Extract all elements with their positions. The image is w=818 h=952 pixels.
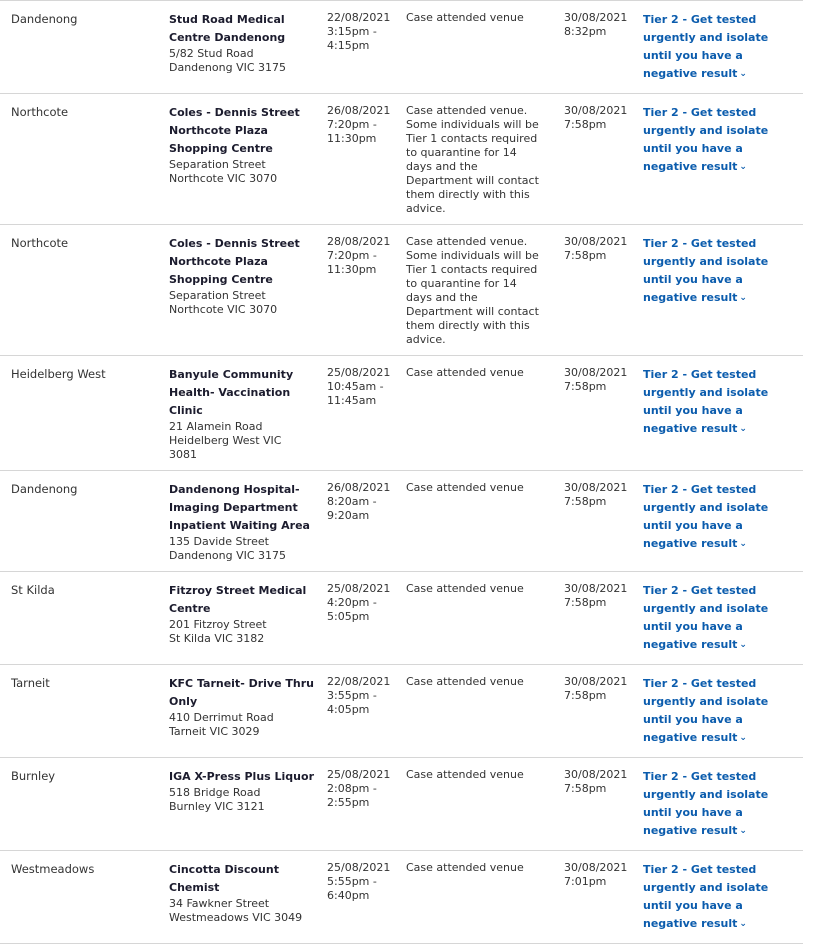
table-row (0, 758, 803, 851)
exposure-date-cell (327, 366, 406, 470)
date-line: 25/08/2021 (327, 582, 391, 595)
site-address-line: Separation Street (169, 289, 266, 302)
advice-line[interactable]: negative result (643, 731, 738, 744)
date-line: 2:55pm (327, 796, 370, 809)
exposure-date-cell (327, 768, 406, 850)
site-cell (169, 675, 327, 757)
site-address-line: 201 Fitzroy Street (169, 618, 267, 631)
site-name-line: Clinic (169, 404, 203, 417)
notes-line: Case attended venue. (406, 104, 528, 117)
advice-line[interactable]: Tier 2 - Get tested (643, 106, 757, 119)
chevron-down-icon[interactable]: ⌄ (739, 919, 747, 929)
advice-line[interactable]: Tier 2 - Get tested (643, 677, 757, 690)
advice-line[interactable]: until you have a (643, 404, 743, 417)
added-line: 30/08/2021 (564, 104, 628, 117)
site-cell (169, 861, 327, 943)
chevron-down-icon[interactable]: ⌄ (739, 733, 747, 743)
notes-cell (406, 768, 564, 850)
site-cell (169, 366, 327, 470)
date-line: 2:08pm - (327, 782, 377, 795)
health-advice-link[interactable] (643, 11, 803, 93)
notes-line: Some individuals will be (406, 118, 539, 131)
suburb-cell: Dandenong (11, 12, 78, 26)
advice-line[interactable]: until you have a (643, 49, 743, 62)
advice-line[interactable]: until you have a (643, 899, 743, 912)
health-advice-link[interactable] (643, 675, 803, 757)
advice-line[interactable]: Tier 2 - Get tested (643, 13, 757, 26)
notes-line: Case attended venue (406, 861, 524, 874)
added-line: 30/08/2021 (564, 235, 628, 248)
added-date-cell (564, 235, 643, 355)
site-name-line: Northcote Plaza (169, 124, 268, 137)
health-advice-link[interactable] (643, 481, 803, 571)
date-line: 7:20pm - (327, 118, 377, 131)
site-address-line: 21 Alamein Road (169, 420, 263, 433)
date-line: 25/08/2021 (327, 366, 391, 379)
health-advice-link[interactable] (643, 366, 803, 470)
advice-line[interactable]: urgently and isolate (643, 788, 769, 801)
site-name-line: Cincotta Discount (169, 863, 279, 876)
advice-line[interactable]: negative result (643, 824, 738, 837)
health-advice-link[interactable] (643, 768, 803, 850)
site-address-line: Tarneit VIC 3029 (169, 725, 260, 738)
added-date-cell (564, 768, 643, 850)
notes-line: Case attended venue (406, 481, 524, 494)
exposure-date-cell (327, 235, 406, 355)
site-address-line: 5/82 Stud Road (169, 47, 254, 60)
date-line: 9:20am (327, 509, 370, 522)
date-line: 4:20pm - (327, 596, 377, 609)
site-name-line: Dandenong Hospital- (169, 483, 300, 496)
advice-line[interactable]: negative result (643, 537, 738, 550)
table-row (0, 572, 803, 665)
table-row (0, 356, 803, 471)
advice-line-last[interactable] (643, 289, 803, 308)
suburb-cell: Burnley (11, 769, 56, 783)
advice-line[interactable]: until you have a (643, 713, 743, 726)
added-date-cell (564, 861, 643, 943)
site-name-line: IGA X-Press Plus Liquor (169, 770, 314, 783)
added-line: 7:58pm (564, 249, 607, 262)
advice-line[interactable]: urgently and isolate (643, 501, 769, 514)
notes-line: Department will contact (406, 174, 539, 187)
site-address-line: Heidelberg West VIC (169, 434, 282, 447)
notes-line: Tier 1 contacts required (406, 263, 538, 276)
notes-line: Case attended venue (406, 768, 524, 781)
suburb-cell: Tarneit (11, 676, 50, 690)
notes-line: Case attended venue (406, 366, 524, 379)
site-name-line: Banyule Community (169, 368, 294, 381)
advice-line[interactable]: negative result (643, 638, 738, 651)
exposure-date-cell (327, 582, 406, 664)
date-line: 6:40pm (327, 889, 370, 902)
date-line: 22/08/2021 (327, 675, 391, 688)
site-name-line: Shopping Centre (169, 142, 273, 155)
suburb-cell: Heidelberg West (11, 367, 106, 381)
date-line: 8:20am - (327, 495, 377, 508)
chevron-down-icon[interactable]: ⌄ (739, 293, 747, 303)
notes-cell (406, 861, 564, 943)
added-line: 30/08/2021 (564, 768, 628, 781)
site-name-line: Only (169, 695, 198, 708)
site-name-line: Chemist (169, 881, 220, 894)
advice-line[interactable]: negative result (643, 422, 738, 435)
advice-line[interactable]: until you have a (643, 142, 743, 155)
date-line: 26/08/2021 (327, 104, 391, 117)
chevron-down-icon[interactable]: ⌄ (739, 826, 747, 836)
site-cell (169, 768, 327, 850)
date-line: 5:05pm (327, 610, 370, 623)
added-line: 30/08/2021 (564, 366, 628, 379)
site-cell (169, 235, 327, 355)
date-line: 3:55pm - (327, 689, 377, 702)
added-line: 7:58pm (564, 689, 607, 702)
date-line: 4:15pm (327, 39, 370, 52)
exposure-date-cell (327, 104, 406, 224)
exposure-date-cell (327, 481, 406, 571)
site-address-line: 34 Fawkner Street (169, 897, 270, 910)
notes-line: Case attended venue (406, 675, 524, 688)
notes-line: them directly with this (406, 319, 530, 332)
advice-line[interactable]: negative result (643, 160, 738, 173)
health-advice-link[interactable] (643, 582, 803, 664)
exposure-date-cell (327, 861, 406, 943)
site-name-line: Imaging Department (169, 501, 298, 514)
advice-line[interactable]: urgently and isolate (643, 695, 769, 708)
added-date-cell (564, 582, 643, 664)
chevron-down-icon[interactable]: ⌄ (739, 69, 747, 79)
table-row (0, 94, 803, 225)
site-address-line: Dandenong VIC 3175 (169, 549, 287, 562)
date-line: 3:15pm - (327, 25, 377, 38)
added-line: 30/08/2021 (564, 582, 628, 595)
suburb-cell: St Kilda (11, 583, 55, 597)
date-line: 5:55pm - (327, 875, 377, 888)
notes-line: Case attended venue. (406, 235, 528, 248)
advice-line[interactable]: Tier 2 - Get tested (643, 368, 757, 381)
date-line: 11:45am (327, 394, 377, 407)
advice-line[interactable]: urgently and isolate (643, 386, 769, 399)
notes-cell (406, 104, 564, 224)
advice-line-last[interactable] (643, 822, 803, 841)
advice-line[interactable]: Tier 2 - Get tested (643, 483, 757, 496)
notes-line: Tier 1 contacts required (406, 132, 538, 145)
site-name-line: Centre Dandenong (169, 31, 286, 44)
health-advice-link[interactable] (643, 235, 803, 355)
site-name-line: Fitzroy Street Medical (169, 584, 307, 597)
advice-line[interactable]: until you have a (643, 519, 743, 532)
suburb-cell: Northcote (11, 236, 69, 250)
notes-line: Case attended venue (406, 11, 524, 24)
added-line: 30/08/2021 (564, 675, 628, 688)
site-address-line: 410 Derrimut Road (169, 711, 274, 724)
date-line: 11:30pm (327, 263, 377, 276)
advice-line[interactable]: negative result (643, 917, 738, 930)
notes-line: days and the (406, 291, 478, 304)
site-name-line: Coles - Dennis Street (169, 106, 300, 119)
suburb-cell: Northcote (11, 105, 69, 119)
advice-line-last[interactable] (643, 420, 803, 439)
notes-cell (406, 675, 564, 757)
advice-line[interactable]: urgently and isolate (643, 31, 769, 44)
site-address-line: Northcote VIC 3070 (169, 303, 278, 316)
site-name-line: Shopping Centre (169, 273, 273, 286)
advice-line[interactable]: Tier 2 - Get tested (643, 584, 757, 597)
notes-line: them directly with this (406, 188, 530, 201)
health-advice-link[interactable] (643, 861, 803, 943)
site-address-line: 518 Bridge Road (169, 786, 261, 799)
advice-line[interactable]: negative result (643, 67, 738, 80)
added-line: 7:01pm (564, 875, 607, 888)
site-name-line: Coles - Dennis Street (169, 237, 300, 250)
health-advice-link[interactable] (643, 104, 803, 224)
date-line: 11:30pm (327, 132, 377, 145)
added-line: 8:32pm (564, 25, 607, 38)
site-address-line: Westmeadows VIC 3049 (169, 911, 303, 924)
advice-line-last[interactable] (643, 158, 803, 177)
exposure-date-cell (327, 675, 406, 757)
advice-line[interactable]: urgently and isolate (643, 602, 769, 615)
advice-line[interactable]: urgently and isolate (643, 124, 769, 137)
advice-line-last[interactable] (643, 65, 803, 84)
added-line: 30/08/2021 (564, 481, 628, 494)
added-line: 7:58pm (564, 782, 607, 795)
added-date-cell (564, 366, 643, 470)
notes-line: Department will contact (406, 305, 539, 318)
site-name-line: Northcote Plaza (169, 255, 268, 268)
notes-line: Some individuals will be (406, 249, 539, 262)
notes-line: Case attended venue (406, 582, 524, 595)
added-line: 7:58pm (564, 118, 607, 131)
site-address-line: 135 Davide Street (169, 535, 269, 548)
advice-line[interactable]: negative result (643, 291, 738, 304)
notes-cell (406, 11, 564, 93)
notes-cell (406, 582, 564, 664)
notes-cell (406, 366, 564, 470)
advice-line[interactable]: Tier 2 - Get tested (643, 237, 757, 250)
notes-line: to quarantine for 14 (406, 277, 517, 290)
advice-line[interactable]: Tier 2 - Get tested (643, 770, 757, 783)
chevron-down-icon[interactable]: ⌄ (739, 424, 747, 434)
chevron-down-icon[interactable]: ⌄ (739, 539, 747, 549)
chevron-down-icon[interactable]: ⌄ (739, 640, 747, 650)
site-name-line: Stud Road Medical (169, 13, 285, 26)
site-address-line: 3081 (169, 448, 197, 461)
suburb-cell: Westmeadows (11, 862, 95, 876)
site-address-line: Dandenong VIC 3175 (169, 61, 287, 74)
site-cell (169, 481, 327, 571)
table-row (0, 665, 803, 758)
advice-line-last[interactable] (643, 636, 803, 655)
site-cell (169, 11, 327, 93)
added-line: 7:58pm (564, 495, 607, 508)
notes-cell (406, 481, 564, 571)
notes-line: days and the (406, 160, 478, 173)
site-name-line: Health- Vaccination (169, 386, 291, 399)
advice-line-last[interactable] (643, 535, 803, 554)
advice-line[interactable]: until you have a (643, 273, 743, 286)
site-cell (169, 104, 327, 224)
added-line: 7:58pm (564, 596, 607, 609)
date-line: 28/08/2021 (327, 235, 391, 248)
advice-line[interactable]: until you have a (643, 806, 743, 819)
exposure-date-cell (327, 11, 406, 93)
table-row (0, 471, 803, 572)
table-row (0, 851, 803, 944)
table-row (0, 225, 803, 356)
advice-line[interactable]: Tier 2 - Get tested (643, 863, 757, 876)
notes-line: to quarantine for 14 (406, 146, 517, 159)
advice-line-last[interactable] (643, 729, 803, 748)
date-line: 22/08/2021 (327, 11, 391, 24)
added-line: 30/08/2021 (564, 11, 628, 24)
date-line: 4:05pm (327, 703, 370, 716)
date-line: 25/08/2021 (327, 861, 391, 874)
advice-line[interactable]: urgently and isolate (643, 255, 769, 268)
notes-cell (406, 235, 564, 355)
date-line: 7:20pm - (327, 249, 377, 262)
added-date-cell (564, 11, 643, 93)
suburb-cell: Dandenong (11, 482, 78, 496)
date-line: 10:45am - (327, 380, 384, 393)
site-name-line: Centre (169, 602, 211, 615)
site-name-line: Inpatient Waiting Area (169, 519, 310, 532)
notes-line: advice. (406, 202, 446, 215)
added-date-cell (564, 481, 643, 571)
site-address-line: Separation Street (169, 158, 266, 171)
added-date-cell (564, 675, 643, 757)
advice-line[interactable]: until you have a (643, 620, 743, 633)
site-address-line: Northcote VIC 3070 (169, 172, 278, 185)
site-address-line: St Kilda VIC 3182 (169, 632, 265, 645)
chevron-down-icon[interactable]: ⌄ (739, 162, 747, 172)
advice-line-last[interactable] (643, 915, 803, 934)
added-line: 30/08/2021 (564, 861, 628, 874)
advice-line[interactable]: urgently and isolate (643, 881, 769, 894)
date-line: 26/08/2021 (327, 481, 391, 494)
site-address-line: Burnley VIC 3121 (169, 800, 265, 813)
site-name-line: KFC Tarneit- Drive Thru (169, 677, 314, 690)
site-cell (169, 582, 327, 664)
date-line: 25/08/2021 (327, 768, 391, 781)
added-line: 7:58pm (564, 380, 607, 393)
table-row (0, 1, 803, 94)
added-date-cell (564, 104, 643, 224)
notes-line: advice. (406, 333, 446, 346)
